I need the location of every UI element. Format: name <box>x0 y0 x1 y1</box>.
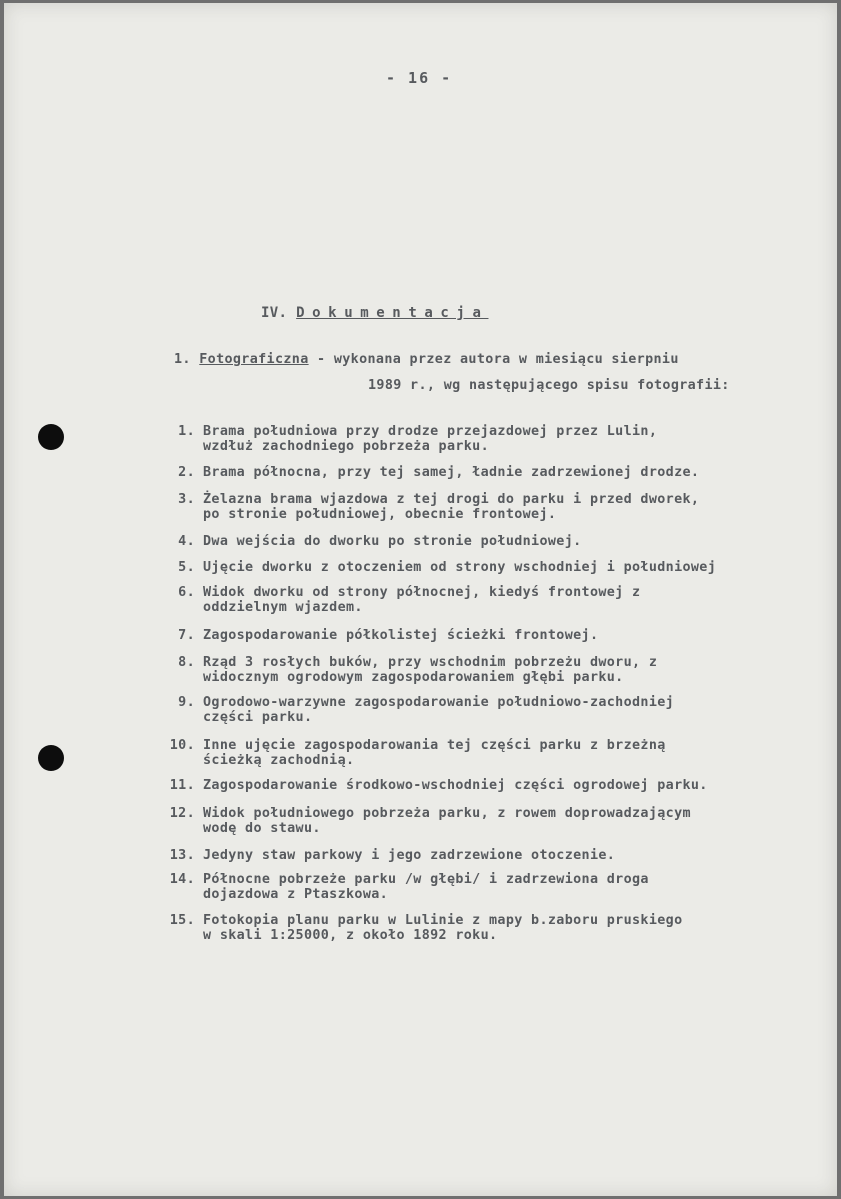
item-text: Brama północna, przy tej samej, ładnie zadrzewionej drodze. <box>203 465 700 480</box>
page-number: - 16 - <box>386 69 453 87</box>
item-text: Brama południowa przy drodze przejazdowej przez Lulin, wzdłuż zachodniego pobrzeża parku. <box>203 424 658 454</box>
item-text: Fotokopia planu parku w Lulinie z mapy b.zaboru pruskiego w skali 1:25000, z około 1892 roku. <box>203 913 683 943</box>
item-text: Dwa wejścia do dworku po stronie południowej. <box>203 534 582 549</box>
item-text: Rząd 3 rosłych buków, przy wschodnim pobrzeżu dworu, z widocznym ogrodowym zagospodarowaniem głębi parku. <box>203 655 658 685</box>
intro-number: 1. <box>174 352 191 367</box>
intro-line1-text: - wykonana przez autora w miesiącu sierpniu <box>308 352 679 367</box>
item-number: 11. <box>169 778 195 793</box>
item-number: 5. <box>178 560 195 575</box>
punch-hole-top <box>38 424 64 450</box>
intro-line-2: 1989 r., wg następującego spisu fotografii: <box>368 378 730 393</box>
punch-hole-bottom <box>38 745 64 771</box>
item-text: Żelazna brama wjazdowa z tej drogi do parku i przed dworek, po stronie południowej, obecnie frontowej. <box>203 492 700 522</box>
item-text: Północne pobrzeże parku /w głębi/ i zadrzewiona droga dojazdowa z Ptaszkowa. <box>203 872 649 902</box>
item-number: 6. <box>178 585 195 600</box>
item-text: Widok dworku od strony północnej, kiedyś frontowej z oddzielnym wjazdem. <box>203 585 641 615</box>
item-number: 2. <box>178 465 195 480</box>
item-number: 13. <box>169 848 195 863</box>
item-number: 8. <box>178 655 195 670</box>
document-page <box>4 3 837 1196</box>
item-text: Zagospodarowanie półkolistej ścieżki frontowej. <box>203 628 599 643</box>
item-number: 7. <box>178 628 195 643</box>
item-number: 15. <box>169 913 195 928</box>
item-number: 14. <box>169 872 195 887</box>
item-text: Ogrodowo-warzywne zagospodarowanie południowo-zachodniej części parku. <box>203 695 675 725</box>
section-heading <box>261 306 488 321</box>
item-text: Zagospodarowanie środkowo-wschodniej części ogrodowej parku. <box>203 778 708 793</box>
item-text: Ujęcie dworku z otoczeniem od strony wschodniej i południowej <box>203 560 717 575</box>
item-number: 9. <box>178 695 195 710</box>
intro-heading: Fotograficzna <box>199 352 309 367</box>
item-number: 3. <box>178 492 195 507</box>
section-numeral: IV. <box>261 305 288 321</box>
item-text: Jedyny staw parkowy i jego zadrzewione otoczenie. <box>203 848 616 863</box>
item-number: 12. <box>169 806 195 821</box>
item-text: Inne ujęcie zagospodarowania tej części parku z brzeżną ścieżką zachodnią. <box>203 738 666 768</box>
intro-line-1 <box>174 352 679 367</box>
item-number: 4. <box>178 534 195 549</box>
item-number: 10. <box>169 738 195 753</box>
item-text: Widok południowego pobrzeża parku, z rowem doprowadzającym wodę do stawu. <box>203 806 691 836</box>
section-title: Dokumentacja <box>296 305 489 321</box>
item-number: 1. <box>178 424 195 439</box>
